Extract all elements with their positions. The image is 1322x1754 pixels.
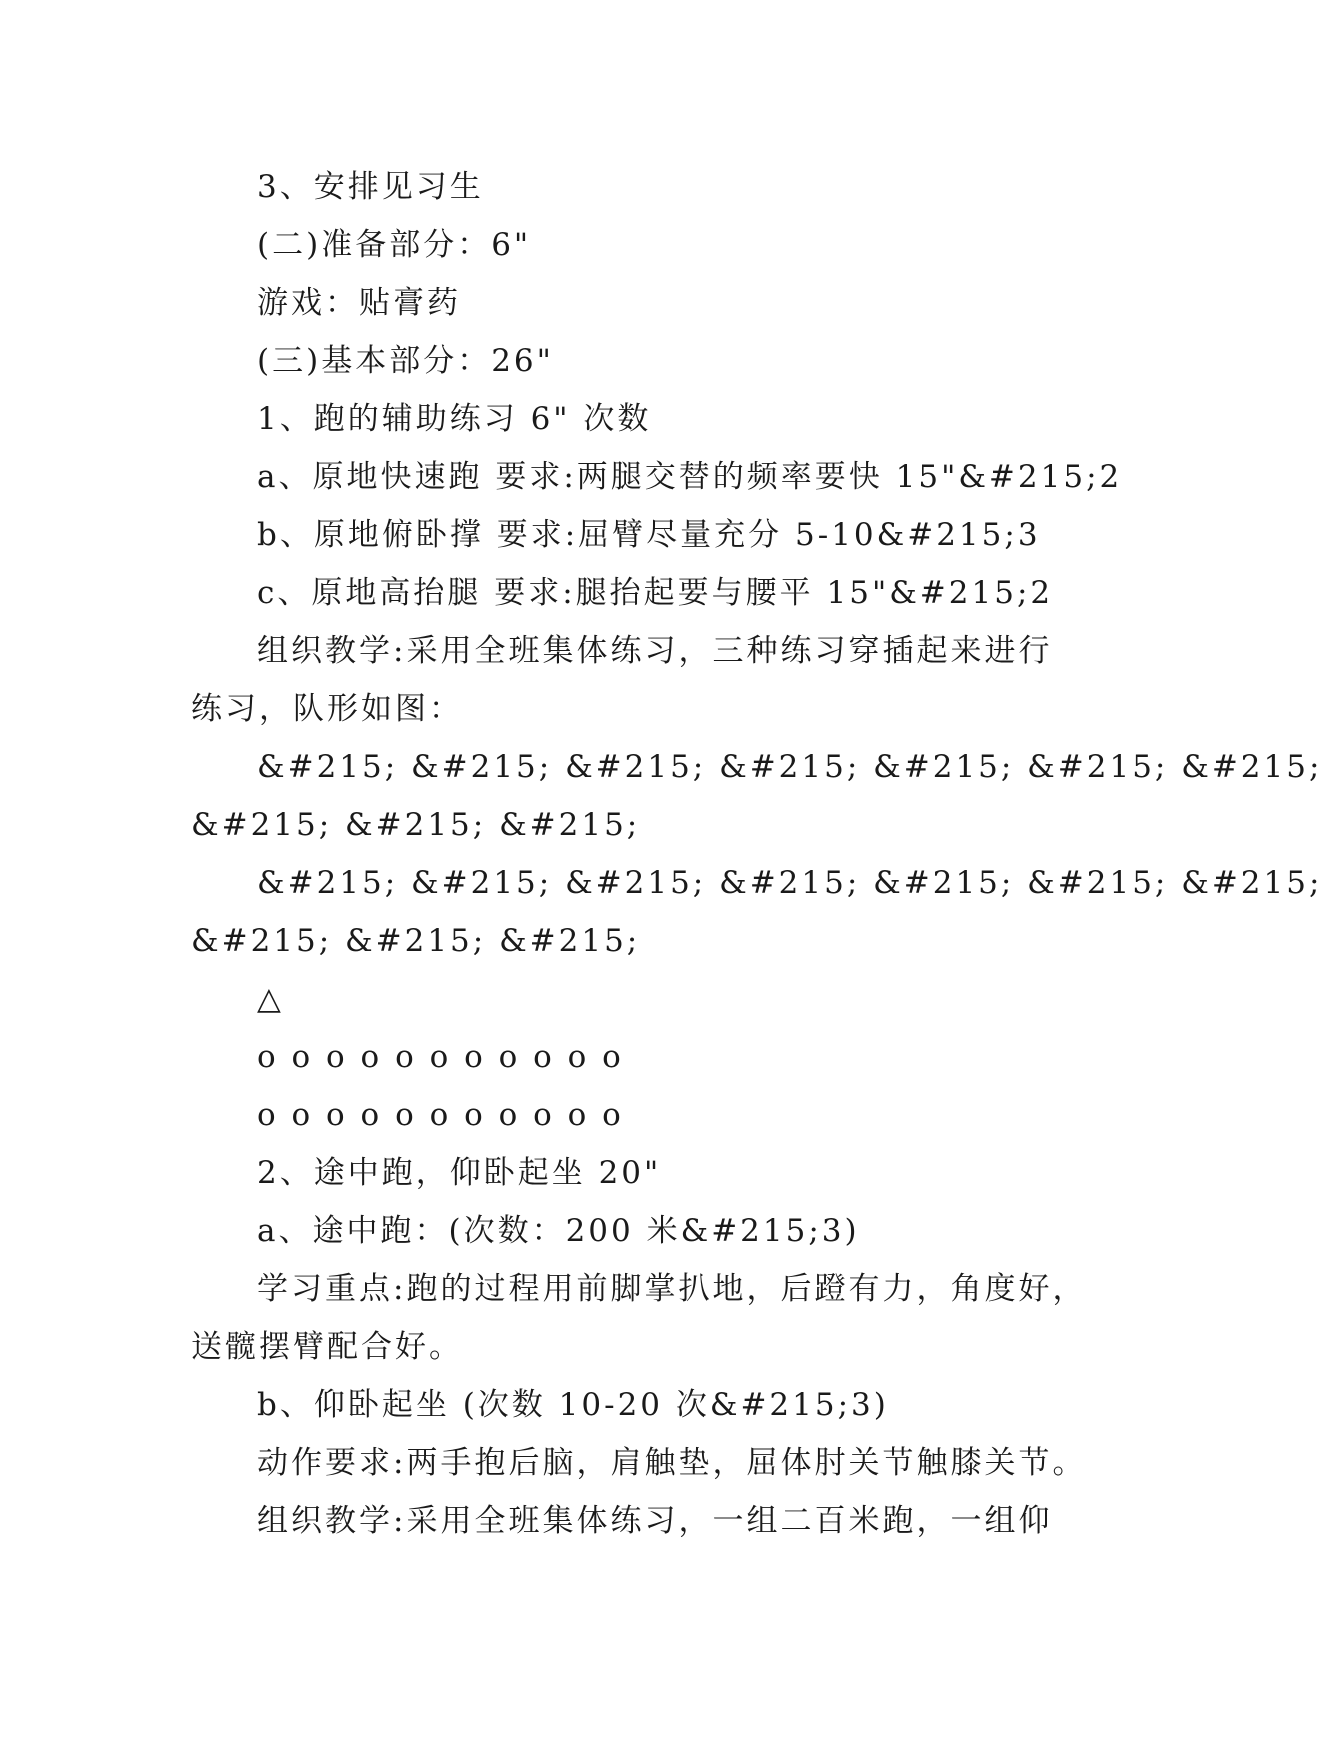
text-line: 3、安排见习生 — [257, 169, 484, 205]
text-line: b、仰卧起坐 (次数 10-20 次&#215;3) — [257, 1387, 889, 1423]
text-line: 学习重点:跑的过程用前脚掌扒地，后蹬有力，角度好， — [257, 1271, 1087, 1307]
document-body — [191, 158, 1322, 1550]
text-line: (三)基本部分：26" — [257, 343, 554, 379]
text-line: 游戏：贴膏药 — [257, 285, 461, 321]
teacher-triangle-mark: △ — [257, 981, 284, 1017]
text-line: 2、途中跑，仰卧起坐 20" — [257, 1155, 662, 1191]
text-line: 组织教学:采用全班集体练习，三种练习穿插起来进行 — [257, 633, 1053, 669]
text-line: 送髋摆臂配合好。 — [191, 1329, 463, 1365]
text-line: a、原地快速跑 要求:两腿交替的频率要快 15"&#215;2 — [257, 459, 1123, 495]
formation-row: o o o o o o o o o o o — [257, 1097, 624, 1133]
text-line: b、原地俯卧撑 要求:屈臂尽量充分 5-10&#215;3 — [257, 517, 1041, 553]
formation-row: &#215; &#215; &#215; — [191, 807, 641, 843]
formation-row: &#215; &#215; &#215; — [191, 923, 641, 959]
text-line: 动作要求:两手抱后脑，肩触垫，屈体肘关节触膝关节。 — [257, 1445, 1087, 1481]
formation-row: &#215; &#215; &#215; &#215; &#215; &#215; &#215; — [257, 865, 1322, 901]
text-line: a、途中跑：(次数：200 米&#215;3) — [257, 1213, 860, 1249]
text-line: c、原地高抬腿 要求:腿抬起要与腰平 15"&#215;2 — [257, 575, 1054, 611]
text-line: 练习，队形如图： — [191, 691, 463, 727]
text-line: 组织教学:采用全班集体练习，一组二百米跑，一组仰 — [257, 1503, 1053, 1539]
formation-row: o o o o o o o o o o o — [257, 1039, 624, 1075]
text-line: (二)准备部分：6" — [257, 227, 532, 263]
formation-row: &#215; &#215; &#215; &#215; &#215; &#215; &#215; — [257, 749, 1322, 785]
text-line: 1、跑的辅助练习 6" 次数 — [257, 401, 652, 437]
